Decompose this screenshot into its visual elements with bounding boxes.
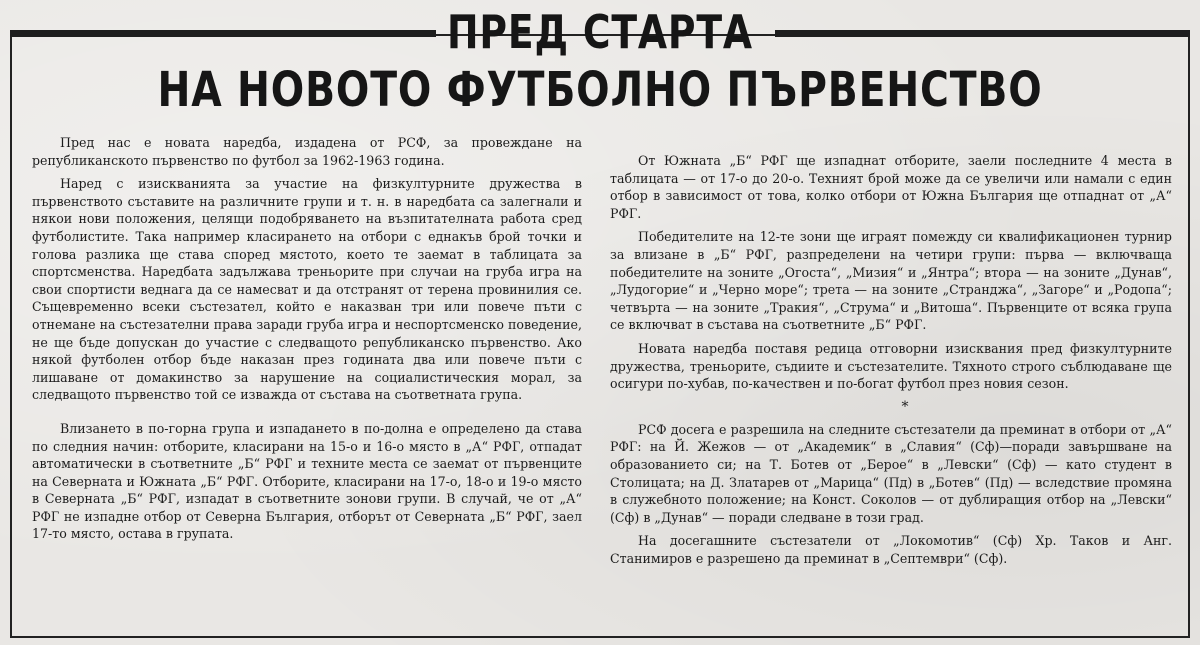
paragraph: Пред нас е новата наредба, издадена от РСФ, за провеждане на републиканското първенство по футбол за 1962-1963 година. (32, 135, 582, 168)
right-column (610, 152, 1172, 573)
headline-line-1: ПРЕД СТАРТА (447, 5, 753, 59)
headline-line-2: НА НОВОТО ФУТБОЛНО ПЪРВЕНСТВО (157, 62, 1043, 118)
paragraph: Влизането в по-горна група и изпадането в по-долна е определено да става по следния начин: отборите, класирани на 15-о и 16-о място в „А“ РФГ, отпадат автоматически в съответните „Б“ РФГ и техните места се заемат от първенците на Северната и Южната „Б“ РФГ. Отборите, класирани на 17-о, 18-о и 19-о място в Северната „Б“ РФГ, изпадат в съответните зонови групи. В случай, че от „А“ РФГ не изпадне отбор от Северна България, отборът от Северната „Б“ РФГ, заел 17-то място, остава в групата. (32, 420, 582, 542)
section-separator: * (901, 398, 909, 415)
paragraph: РСФ досега е разрешила на следните състезатели да преминат в отбори от „А“ РФГ: на Й. Жежов — от „Академик“ в „Славия“ (Сф)—поради завършване на образованието си; на Т. Ботев от „Берое“ в „Левски“ (Сф) — като студент в Столицата; на Д. Златарев от „Марица“ (Пд) в „Ботев“ (Пд) — вследствие промяна в служебното положение; на Конст. Соколов — от дублиращия отбор на „Левски“ (Сф) в „Дунав“ — поради следване в този град. (610, 421, 1172, 525)
paragraph: Победителите на 12-те зони ще играят помежду си квалификационен турнир за влизане в „Б“ РФГ, разпределени на четири групи: първа — включваща победителите на зоните „Огоста“, „Мизия“ и „Янтра“; втора — на зоните „Дунав“, „Лудогорие“ и „Черно море“; трета — на зоните „Странджа“, „Загоре“ и „Родопа“; четвърта — на зоните „Тракия“, „Струма“ и „Витоша“. Първенците от всяка група се включват в състава на съответните „Б“ РФГ. (610, 229, 1172, 333)
paragraph: Наред с изискванията за участие на физкултурните дружества в първенството съставите на различните групи и т. н. в наредбата са залегнали и някои нови положения, целящи подобряването на възпитателната работа сред футболистите. Така например класирането на отбори с еднакъв брой точки и голова разлика ще става според мястото, което те заемат в таблицата за спортсменства. Наредбата задължава треньорите при случаи на груба игра на свои спортисти веднага да се намесват и да отстранят от терена провинилия се. Същевременно всеки състезател, който е наказван три или повече пъти с отнемане на състезателни права заради груба игра и неспортсменско поведение, не ще бъде допускан до участие с следващото републиканско първенство. Ако някой футболен отбор бъде наказан през годината два или повече пъти с лишаване от домакинство за нарушение на социалистическия морал, за следващото първенство той се изважда от състава на съответната група. (32, 176, 582, 403)
paragraph: От Южната „Б“ РФГ ще изпаднат отборите, заели последните 4 места в таблицата — от 17-о до 20-о. Техният брой може да се увеличи или намали с един отбор в зависимост от това, колко отбори от Южна България ще отпаднат от „А“ РФГ. (610, 153, 1172, 221)
paragraph: На досегашните състезатели от „Локомотив“ (Сф) Хр. Таков и Анг. Станимиров е разрешено да преминат в „Септември“ (Сф). (610, 533, 1172, 566)
paragraph: Новата наредба поставя редица отговорни изисквания пред физкултурните дружества, треньорите, съдиите и състезателите. Тяхното строго съблюдаване ще осигури по-хубав, по-качествен и по-богат футбол през новия сезон. (610, 340, 1172, 392)
left-column (32, 134, 582, 549)
